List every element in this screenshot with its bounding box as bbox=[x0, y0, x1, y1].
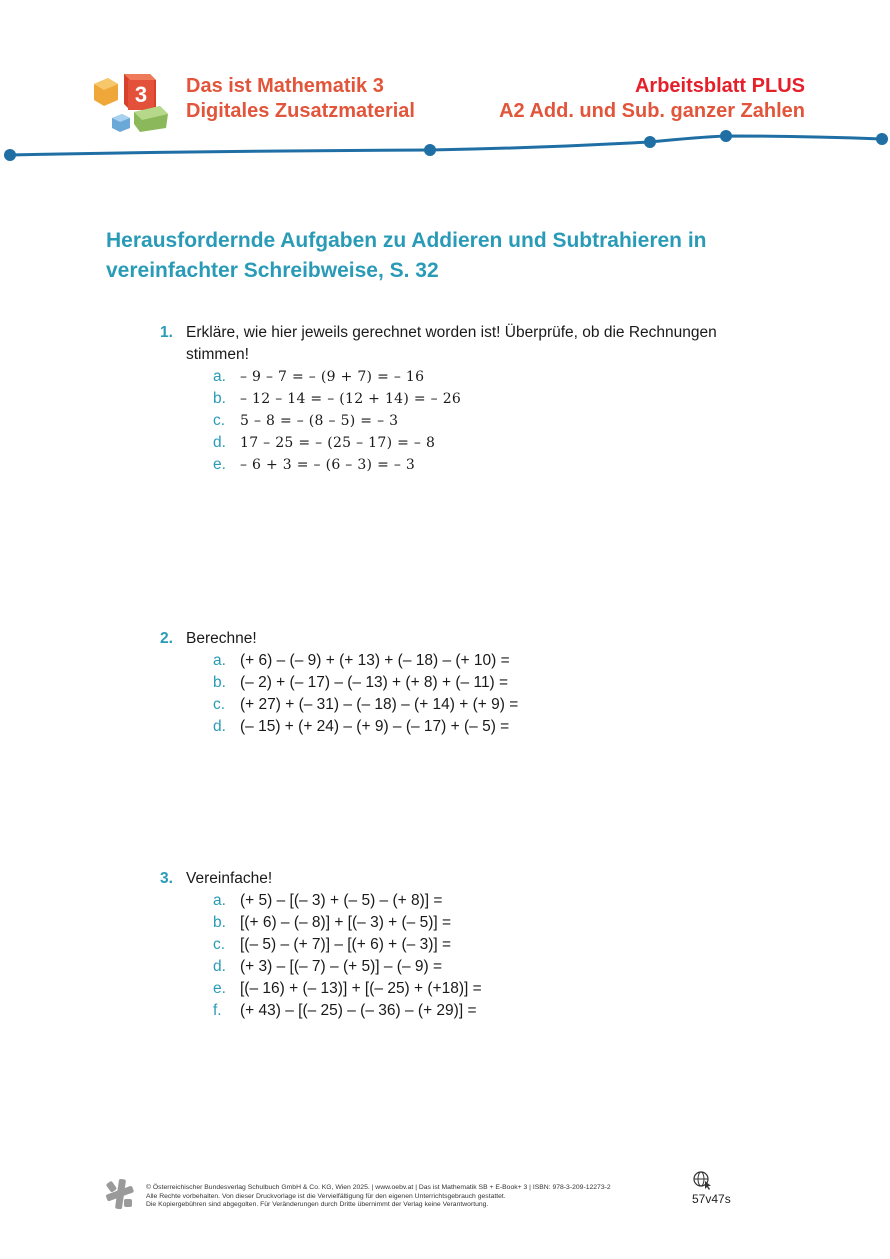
header-divider-line bbox=[0, 126, 890, 166]
list-item bbox=[213, 694, 770, 716]
online-code[interactable]: 57v47s bbox=[692, 1192, 731, 1206]
copyright-line-1: © Österreichischer Bundesverlag Schulbuch GmbH & Co. KG, Wien 2025. | www.oebv.at | Das ist Mathematik SB + E-Book+ 3 | ISBN: 978-3-209-12273-2 bbox=[146, 1184, 611, 1191]
task-items bbox=[213, 890, 770, 1022]
item-label: e. bbox=[213, 456, 226, 473]
item-expression: (+ 3) – [(– 7) – (+ 5)] – (– 9) = bbox=[240, 958, 443, 975]
item-expression: [(+ 6) – (– 8)] + [(– 3) + (– 5)] = bbox=[240, 914, 452, 931]
list-item bbox=[213, 650, 770, 672]
item-expression: – 12 – 14 = – (12 + 14) = – 26 bbox=[240, 391, 462, 407]
task-3 bbox=[160, 868, 770, 1022]
item-label: f. bbox=[213, 1002, 222, 1019]
cube-logo bbox=[90, 70, 172, 134]
item-label: b. bbox=[213, 914, 226, 931]
copyright-line-3: Die Kopiergebühren sind abgegolten. Für Veränderungen durch Dritte übernimmt der Verlag keine Verantwortung. bbox=[146, 1201, 489, 1209]
list-item bbox=[213, 454, 770, 476]
page-title: Herausfordernde Aufgaben zu Addieren und Subtrahieren in vereinfachter Schreibweise, S. 32 bbox=[106, 229, 707, 282]
copyright-line-2: Alle Rechte vorbehalten. Von dieser Druckvorlage ist die Vervielfältigung für den eigenen Unterrichtsgebrauch gestattet. bbox=[146, 1192, 506, 1200]
item-expression: (+ 27) + (– 31) – (– 18) – (+ 14) + (+ 9) = bbox=[240, 696, 519, 713]
task-2 bbox=[160, 628, 770, 738]
list-item bbox=[213, 410, 770, 432]
item-expression: [(– 5) – (+ 7)] – [(+ 6) + (– 3)] = bbox=[240, 936, 452, 953]
task-instruction: Erkläre, wie hier jeweils gerechnet worden ist! Überprüfe, ob die Rechnungen stimmen! bbox=[186, 324, 717, 363]
brand-line-1: Das ist Mathematik 3 bbox=[186, 75, 384, 97]
brand-line-2: Digitales Zusatzmaterial bbox=[186, 100, 415, 122]
item-label: a. bbox=[213, 368, 226, 385]
task-instruction: Vereinfache! bbox=[186, 870, 273, 887]
item-expression: (– 15) + (+ 24) – (+ 9) – (– 17) + (– 5) = bbox=[240, 718, 510, 735]
item-label: d. bbox=[213, 718, 226, 735]
item-expression: (+ 43) – [(– 25) – (– 36) – (+ 29)] = bbox=[240, 1002, 477, 1019]
item-label: d. bbox=[213, 958, 226, 975]
list-item bbox=[213, 934, 770, 956]
task-items bbox=[213, 650, 770, 738]
list-item bbox=[213, 912, 770, 934]
task-items bbox=[213, 366, 770, 476]
list-item bbox=[213, 432, 770, 454]
item-label: b. bbox=[213, 674, 226, 691]
worksheet-heading bbox=[499, 74, 805, 124]
item-expression: 17 – 25 = – (25 – 17) = – 8 bbox=[240, 435, 436, 451]
list-item bbox=[213, 890, 770, 912]
list-item bbox=[213, 978, 770, 1000]
list-item bbox=[213, 388, 770, 410]
globe-cursor-icon[interactable] bbox=[692, 1170, 712, 1190]
publisher-logo-icon bbox=[104, 1177, 136, 1211]
item-label: d. bbox=[213, 434, 226, 451]
item-expression: – 9 – 7 = – (9 + 7) = – 16 bbox=[240, 369, 425, 385]
item-expression: 5 – 8 = – (8 – 5) = – 3 bbox=[240, 413, 399, 429]
worksheet-title: Arbeitsblatt PLUS bbox=[634, 75, 805, 97]
list-item bbox=[213, 716, 770, 738]
item-label: c. bbox=[213, 412, 226, 429]
item-expression: (+ 6) – (– 9) + (+ 13) + (– 18) – (+ 10) = bbox=[240, 652, 510, 669]
task-number: 2. bbox=[160, 630, 173, 647]
item-expression: (+ 5) – [(– 3) + (– 5) – (+ 8)] = bbox=[240, 892, 443, 909]
task-instruction: Berechne! bbox=[186, 630, 257, 647]
logo-number: 3 bbox=[134, 82, 148, 107]
item-label: c. bbox=[213, 696, 226, 713]
item-expression: – 6 + 3 = – (6 – 3) = – 3 bbox=[240, 457, 416, 473]
copyright-notice bbox=[146, 1184, 686, 1210]
brand-title bbox=[186, 74, 415, 124]
item-label: e. bbox=[213, 980, 226, 997]
item-label: b. bbox=[213, 390, 226, 407]
list-item bbox=[213, 366, 770, 388]
item-label: c. bbox=[213, 936, 226, 953]
list-item bbox=[213, 1000, 770, 1022]
item-label: a. bbox=[213, 892, 226, 909]
item-expression: [(– 16) + (– 13)] + [(– 25) + (+18)] = bbox=[240, 980, 482, 997]
list-item bbox=[213, 672, 770, 694]
task-1 bbox=[160, 322, 770, 476]
task-number: 1. bbox=[160, 324, 173, 341]
item-expression: (– 2) + (– 17) – (– 13) + (+ 8) + (– 11) = bbox=[240, 674, 509, 691]
list-item bbox=[213, 956, 770, 978]
item-label: a. bbox=[213, 652, 226, 669]
task-number: 3. bbox=[160, 870, 173, 887]
worksheet-subtitle: A2 Add. und Sub. ganzer Zahlen bbox=[499, 100, 805, 122]
